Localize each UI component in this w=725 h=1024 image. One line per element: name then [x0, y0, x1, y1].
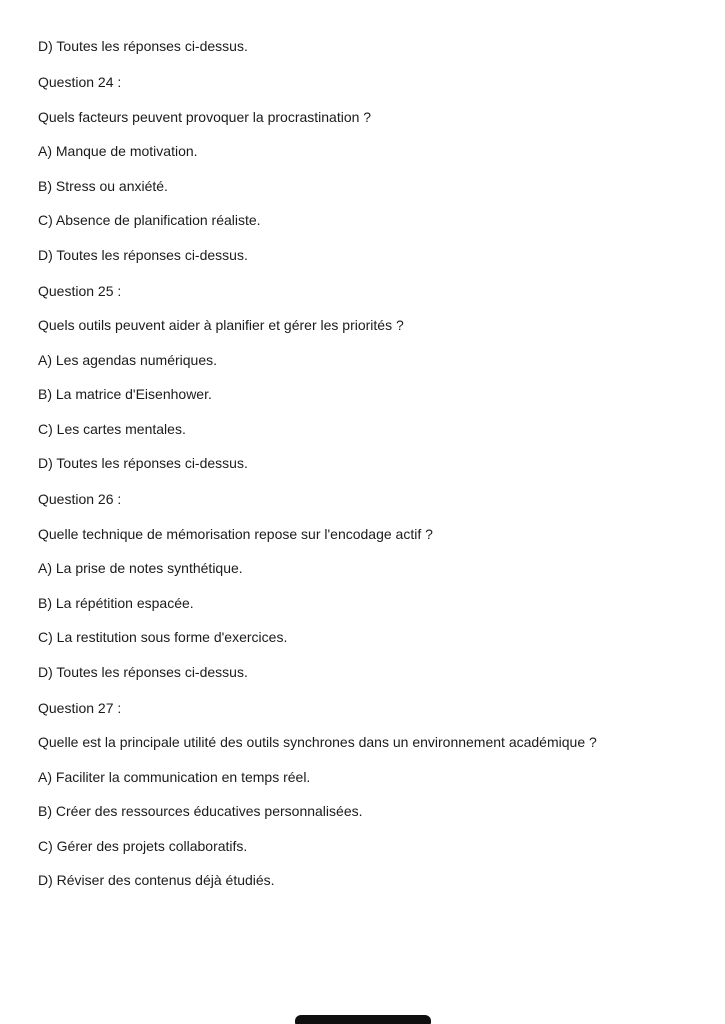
- question-25-option-b: B) La matrice d'Eisenhower.: [38, 386, 212, 402]
- question-26-text: Quelle technique de mémorisation repose sur l'encodage actif ?: [38, 525, 433, 542]
- question-27-option-a: A) Faciliter la communication en temps réel.: [38, 768, 311, 785]
- question-26-option-a: A) La prise de notes synthétique.: [38, 560, 243, 576]
- question-27-option-c: C) Gérer des projets collaboratifs.: [38, 837, 248, 854]
- question-24-option-c: C) Absence de planification réaliste.: [38, 212, 261, 228]
- question-25-text: Quels outils peuvent aider à planifier et gérer les priorités ?: [38, 317, 404, 333]
- question-26-heading: Question 26 :: [38, 491, 122, 507]
- question-26-option-c: C) La restitution sous forme d'exercices.: [38, 629, 288, 645]
- bottom-indicator-bar: [295, 1015, 431, 1024]
- question-27-text: Quelle est la principale utilité des outils synchrones dans un environnement académique ?: [38, 734, 597, 750]
- question-24-option-b: B) Stress ou anxiété.: [38, 177, 168, 194]
- question-27-option-b: B) Créer des ressources éducatives personnalisées.: [38, 803, 363, 819]
- question-24-heading: Question 24 :: [38, 74, 122, 90]
- question-24-text: Quels facteurs peuvent provoquer la procrastination ?: [38, 108, 372, 125]
- question-26-option-b: B) La répétition espacée.: [38, 594, 194, 611]
- question-25-heading: Question 25 :: [38, 282, 122, 299]
- previous-question-option-d: D) Toutes les réponses ci-dessus.: [38, 38, 248, 54]
- question-27-heading: Question 27 :: [38, 699, 122, 716]
- question-26-option-d: D) Toutes les réponses ci-dessus.: [38, 663, 248, 680]
- question-25-option-a: A) Les agendas numériques.: [38, 351, 217, 368]
- question-25-option-d: D) Toutes les réponses ci-dessus.: [38, 455, 248, 471]
- question-25-option-c: C) Les cartes mentales.: [38, 420, 186, 437]
- question-24-option-d: D) Toutes les réponses ci-dessus.: [38, 246, 248, 263]
- question-27-option-d: D) Réviser des contenus déjà étudiés.: [38, 872, 275, 888]
- question-24-option-a: A) Manque de motivation.: [38, 143, 198, 159]
